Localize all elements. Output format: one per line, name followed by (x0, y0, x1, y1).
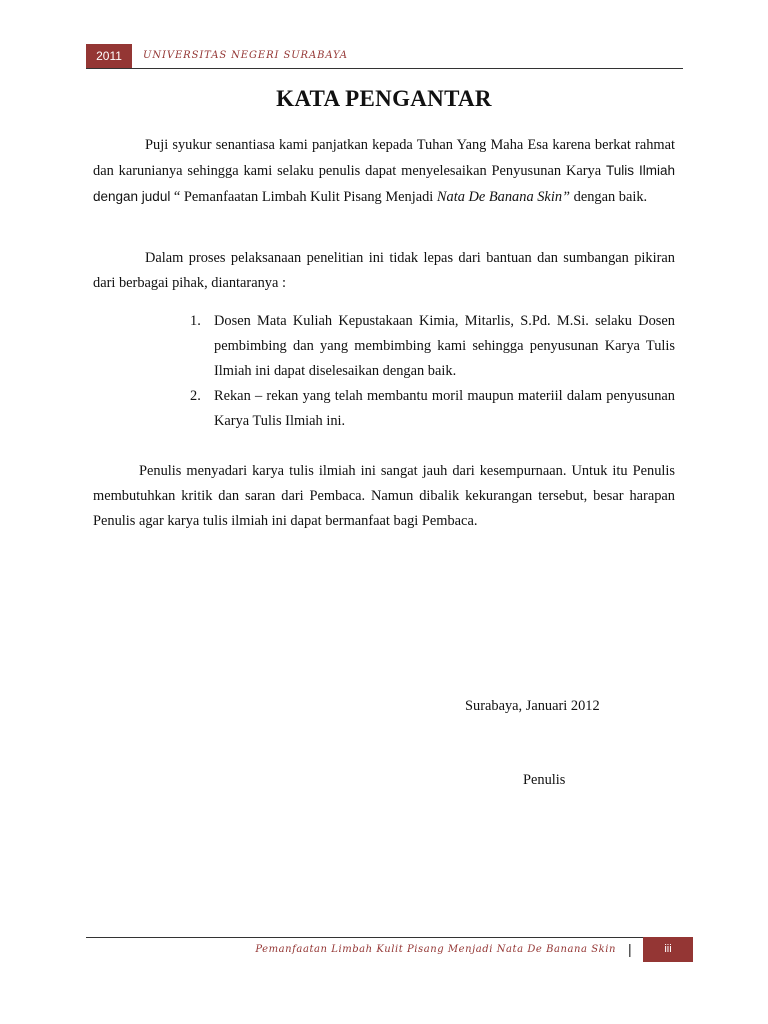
paragraph-intro-text: Puji syukur senantiasa kami panjatkan kepada Tuhan Yang Maha Esa karena berkat rahmat dan karunianya sehingga kami selaku penulis dapat menyelesaikan Penyusunan Karya (93, 137, 675, 179)
footer-page-number: iii (643, 937, 693, 962)
footer-separator: | (628, 941, 632, 957)
header-university: UNIVERSITAS NEGERI SURABAYA (143, 50, 348, 61)
paragraph-intro-sans-text: Tulis Ilmiah dengan judul (93, 163, 675, 204)
paragraph-closing-text: Penulis menyadari karya tulis ilmiah ini sangat jauh dari kesempurnaan. Untuk itu Penulis membutuhkan kritik dan saran dari Pembaca. Namun dibalik kekurangan tersebut, besar harapan Penulis agar karya tulis ilmiah ini dapat bermanfaat bagi Pembaca. (93, 463, 675, 529)
footer-title: Pemanfaatan Limbah Kulit Pisang Menjadi Nata De Banana Skin (255, 944, 616, 955)
header-divider (86, 68, 683, 69)
list-item-number: 2. (190, 388, 201, 404)
paragraph-intro-quote: ” (562, 189, 571, 205)
paragraph-intro-end: dengan baik. (570, 189, 648, 205)
paragraph-intro (93, 133, 675, 210)
list-item (186, 384, 675, 434)
paragraph-intro-italic: Nata De Banana Skin (436, 189, 563, 205)
list-item (186, 309, 675, 384)
list-item-text: Dosen Mata Kuliah Kepustakaan Kimia, Mitarlis, S.Pd. M.Si. selaku Dosen pembimbing dan yang membimbing kami sehingga penyusunan Karya Tulis Ilmiah ini dapat diselesaikan dengan baik. (214, 313, 675, 379)
header-year-badge: 2011 (86, 44, 132, 69)
list-item-number: 1. (190, 313, 201, 329)
acknowledgement-list (186, 309, 675, 434)
paragraph-closing (93, 459, 675, 534)
paragraph-process (93, 246, 675, 296)
place-date: Surabaya, Januari 2012 (465, 698, 600, 714)
page-title: KATA PENGANTAR (276, 86, 492, 111)
list-item-text: Rekan – rekan yang telah membantu moril maupun materiil dalam penyusunan Karya Tulis Ilmiah ini. (214, 388, 675, 429)
signer-name: Penulis (523, 772, 566, 788)
paragraph-intro-middle: “ Pemanfaatan Limbah Kulit Pisang Menjadi (170, 189, 437, 205)
footer-divider (86, 937, 683, 938)
paragraph-process-text: Dalam proses pelaksanaan penelitian ini tidak lepas dari bantuan dan sumbangan pikiran dari berbagai pihak, diantaranya : (93, 250, 675, 291)
